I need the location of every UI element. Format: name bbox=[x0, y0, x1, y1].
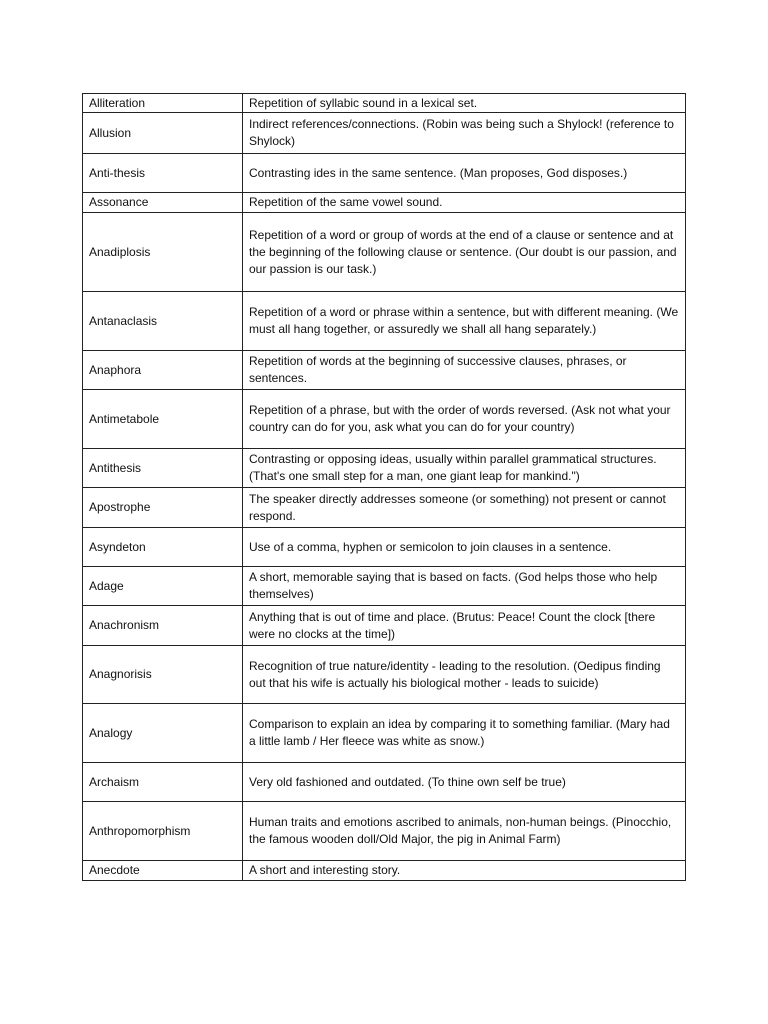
definition-cell: Repetition of words at the beginning of successive clauses, phrases, or sentences. bbox=[243, 351, 686, 390]
term-cell: Alliteration bbox=[83, 94, 243, 113]
definition-cell: Contrasting or opposing ideas, usually within parallel grammatical structures. (That's one small step for a man, one giant leap for mankind.") bbox=[243, 449, 686, 488]
definition-cell: Human traits and emotions ascribed to animals, non-human beings. (Pinocchio, the famous wooden doll/Old Major, the pig in Animal Farm) bbox=[243, 802, 686, 861]
term-cell: Analogy bbox=[83, 704, 243, 763]
table-row bbox=[83, 113, 686, 154]
definition-cell: The speaker directly addresses someone (or something) not present or cannot respond. bbox=[243, 488, 686, 528]
term-cell: Antanaclasis bbox=[83, 292, 243, 351]
table-row bbox=[83, 606, 686, 646]
definition-cell: A short and interesting story. bbox=[243, 861, 686, 881]
table-row bbox=[83, 213, 686, 292]
definition-cell: Indirect references/connections. (Robin was being such a Shylock! (reference to Shylock) bbox=[243, 113, 686, 154]
table-row bbox=[83, 351, 686, 390]
definition-cell: Recognition of true nature/identity - leading to the resolution. (Oedipus finding out that his wife is actually his biological mother - leads to suicide) bbox=[243, 646, 686, 704]
term-cell: Antimetabole bbox=[83, 390, 243, 449]
table-row bbox=[83, 567, 686, 606]
term-cell: Anachronism bbox=[83, 606, 243, 646]
table-row bbox=[83, 528, 686, 567]
definition-cell: Repetition of syllabic sound in a lexical set. bbox=[243, 94, 686, 113]
table-row bbox=[83, 646, 686, 704]
table-row bbox=[83, 292, 686, 351]
table-row bbox=[83, 488, 686, 528]
table-row bbox=[83, 390, 686, 449]
definition-cell: Repetition of a word or phrase within a sentence, but with different meaning. (We must all hang together, or assuredly we shall all hang separately.) bbox=[243, 292, 686, 351]
literary-terms-table bbox=[82, 93, 686, 881]
table-row bbox=[83, 861, 686, 881]
definition-cell: Anything that is out of time and place. (Brutus: Peace! Count the clock [there were no clocks at the time]) bbox=[243, 606, 686, 646]
table-row bbox=[83, 154, 686, 193]
table-row bbox=[83, 763, 686, 802]
table-row bbox=[83, 94, 686, 113]
definition-cell: Contrasting ides in the same sentence. (Man proposes, God disposes.) bbox=[243, 154, 686, 193]
term-cell: Anti-thesis bbox=[83, 154, 243, 193]
term-cell: Assonance bbox=[83, 193, 243, 213]
definition-cell: Comparison to explain an idea by comparing it to something familiar. (Mary had a little lamb / Her fleece was white as snow.) bbox=[243, 704, 686, 763]
table-row bbox=[83, 193, 686, 213]
term-cell: Anagnorisis bbox=[83, 646, 243, 704]
term-cell: Apostrophe bbox=[83, 488, 243, 528]
definition-cell: Repetition of a phrase, but with the order of words reversed. (Ask not what your country can do for you, ask what you can do for your country) bbox=[243, 390, 686, 449]
table-body bbox=[83, 94, 686, 881]
term-cell: Adage bbox=[83, 567, 243, 606]
definition-cell: Repetition of the same vowel sound. bbox=[243, 193, 686, 213]
term-cell: Anadiplosis bbox=[83, 213, 243, 292]
definition-cell: A short, memorable saying that is based on facts. (God helps those who help themselves) bbox=[243, 567, 686, 606]
term-cell: Archaism bbox=[83, 763, 243, 802]
term-cell: Anaphora bbox=[83, 351, 243, 390]
term-cell: Antithesis bbox=[83, 449, 243, 488]
definition-cell: Use of a comma, hyphen or semicolon to join clauses in a sentence. bbox=[243, 528, 686, 567]
term-cell: Allusion bbox=[83, 113, 243, 154]
term-cell: Anecdote bbox=[83, 861, 243, 881]
table-row bbox=[83, 704, 686, 763]
term-cell: Anthropomorphism bbox=[83, 802, 243, 861]
definition-cell: Repetition of a word or group of words at the end of a clause or sentence and at the beginning of the following clause or sentence. (Our doubt is our passion, and our passion is our task.) bbox=[243, 213, 686, 292]
table-row bbox=[83, 449, 686, 488]
term-cell: Asyndeton bbox=[83, 528, 243, 567]
table-row bbox=[83, 802, 686, 861]
definition-cell: Very old fashioned and outdated. (To thine own self be true) bbox=[243, 763, 686, 802]
